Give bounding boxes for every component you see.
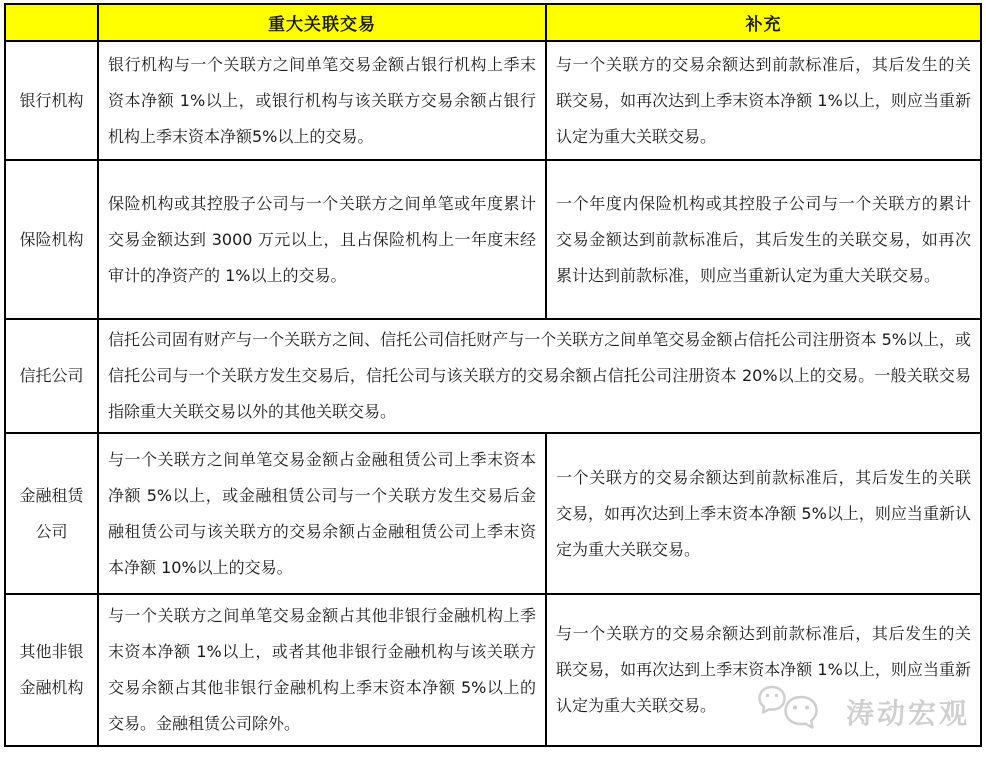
watermark-text: 涛动宏观 xyxy=(845,697,970,730)
row-label-other-nonbank: 其他非银金融机构 xyxy=(5,594,98,746)
leasing-supplement-text: 一个关联方的交易余额达到前款标准后，其后发生的关联交易，如再次达到上季末资本净额 5%以上，则应当重新认定为重大关联交易。 xyxy=(546,433,981,594)
table-row-other-nonbank xyxy=(5,594,981,746)
insurance-major-text: 保险机构或其控股子公司与一个关联方之间单笔或年度累计交易金额达到 3000 万元以上，且占保险机构上一年度末经审计的净资产的 1%以上的交易。 xyxy=(98,160,546,319)
other-nonbank-supplement-text: 与一个关联方的交易余额达到前款标准后，其后发生的关联交易，如再次达到上季末资本净额 1%以上，则应当重新认定为重大关联交易。 xyxy=(546,594,981,746)
other-nonbank-major-text: 与一个关联方之间单笔交易金额占其他非银行金融机构上季末资本净额 1%以上，或者其他非银行金融机构与该关联方交易余额占其他非银行金融机构上季末资本净额 5%以上的交易。金融租赁公司除外。 xyxy=(98,594,546,746)
bank-major-text: 银行机构与一个关联方之间单笔交易金额占银行机构上季末资本净额 1%以上，或银行机构与该关联方交易余额占银行机构上季末资本净额5%以上的交易。 xyxy=(98,41,546,160)
table-row-trust xyxy=(5,319,981,433)
row-label-insurance: 保险机构 xyxy=(5,160,98,319)
header-cell-major-transaction: 重大关联交易 xyxy=(98,4,546,41)
table-row-bank xyxy=(5,41,981,160)
row-label-trust: 信托公司 xyxy=(5,319,98,433)
table-header-row xyxy=(5,4,981,41)
table-row-financial-leasing xyxy=(5,433,981,594)
leasing-major-text: 与一个关联方之间单笔交易金额占金融租赁公司上季末资本净额 5%以上，或金融租赁公司与一个关联方发生交易后金融租赁公司与该关联方的交易余额占金融租赁公司上季末资本净额 10%以上的交易。 xyxy=(98,433,546,594)
header-cell-supplement: 补充 xyxy=(546,4,981,41)
table-row-insurance xyxy=(5,160,981,319)
row-label-bank: 银行机构 xyxy=(5,41,98,160)
row-label-financial-leasing: 金融租赁公司 xyxy=(5,433,98,594)
insurance-supplement-text: 一个年度内保险机构或其控股子公司与一个关联方的累计交易金额达到前款标准后，其后发生的关联交易，如再次累计达到前款标准，则应当重新认定为重大关联交易。 xyxy=(546,160,981,319)
trust-merged-text: 信托公司固有财产与一个关联方之间、信托公司信托财产与一个关联方之间单笔交易金额占信托公司注册资本 5%以上，或信托公司与一个关联方发生交易后，信托公司与该关联方的交易余额占信托公司注册资本 20%以上的交易。一般关联交易指除重大关联交易以外的其他关联交易。 xyxy=(98,319,981,433)
header-cell-institution xyxy=(5,4,98,41)
bank-supplement-text: 与一个关联方的交易余额达到前款标准后，其后发生的关联交易，如再次达到上季末资本净额 1%以上，则应当重新认定为重大关联交易。 xyxy=(546,41,981,160)
related-transactions-table xyxy=(4,3,982,747)
